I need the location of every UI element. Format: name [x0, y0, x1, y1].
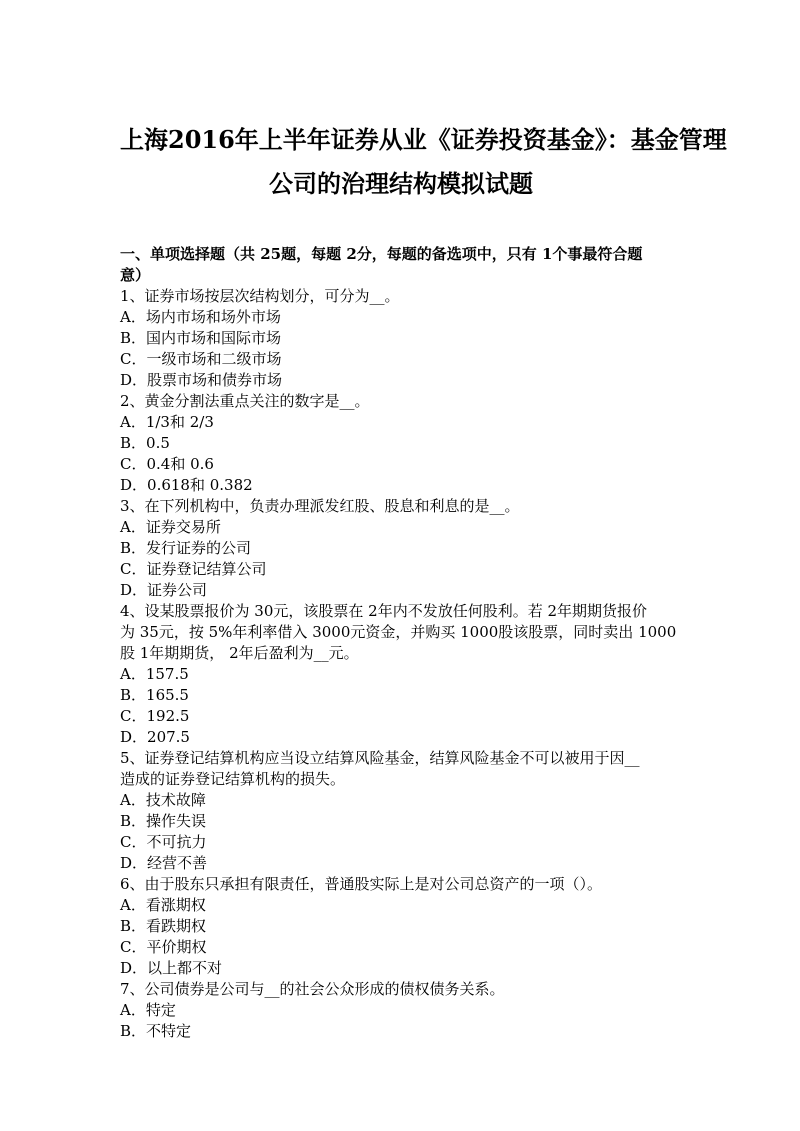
question-stem-line: 股 1年期期货， 2年后盈利为__元。	[120, 644, 359, 662]
question-block	[120, 496, 682, 601]
question-stem-line: 2、黄金分割法重点关注的数字是__。	[120, 392, 370, 410]
answer-option: B．发行证券的公司	[120, 539, 252, 557]
answer-option: B．看跌期权	[120, 917, 207, 935]
title-line-2: 公司的治理结构模拟试题	[269, 169, 533, 198]
question-stem-line: 6、由于股东只承担有限责任，普通股实际上是对公司总资产的一项（）。	[120, 875, 603, 893]
question-stem	[120, 496, 682, 517]
answer-option: A．157.5	[120, 665, 189, 683]
answer-option: A．看涨期权	[120, 896, 206, 914]
answer-option: B．国内市场和国际市场	[120, 329, 282, 347]
section-heading-line-1: 一、单项选择题（共 25题，每题 2分，每题的备选项中，只有 1个事最符合题	[120, 245, 643, 263]
question-stem	[120, 601, 682, 664]
answer-option: B．不特定	[120, 1022, 192, 1040]
answer-option: A．场内市场和场外市场	[120, 308, 281, 326]
question-stem-line: 7、公司债券是公司与__的社会公众形成的债权债务关系。	[120, 980, 505, 998]
title-line-1: 上海2016年上半年证券从业《证券投资基金》：基金管理	[120, 125, 727, 154]
answer-option: C．不可抗力	[120, 833, 207, 851]
answer-option: D．0.618和 0.382	[120, 476, 253, 494]
question-block	[120, 391, 682, 496]
question-stem	[120, 391, 682, 412]
section-heading	[120, 244, 682, 286]
answer-option: D．证券公司	[120, 581, 208, 599]
answer-option: B．165.5	[120, 686, 189, 704]
question-block	[120, 286, 682, 391]
answer-option: A．特定	[120, 1001, 176, 1019]
answer-option: A．证券交易所	[120, 518, 221, 536]
answer-option: D．207.5	[120, 728, 190, 746]
answer-option: B．操作失误	[120, 812, 207, 830]
question-list	[120, 286, 682, 1042]
question-block	[120, 979, 682, 1042]
answer-option: C．平价期权	[120, 938, 207, 956]
question-stem-line: 4、设某股票报价为 30元，该股票在 2年内不发放任何股利。若 2年期期货报价	[120, 602, 648, 620]
question-stem	[120, 286, 682, 307]
answer-option: D．以上都不对	[120, 959, 223, 977]
answer-option: C．证券登记结算公司	[120, 560, 267, 578]
question-block	[120, 874, 682, 979]
question-stem	[120, 748, 682, 790]
question-stem-line: 1、证券市场按层次结构划分，可分为__。	[120, 287, 400, 305]
question-stem-line: 造成的证券登记结算机构的损失。	[120, 770, 346, 788]
answer-option: D．经营不善	[120, 854, 208, 872]
answer-option: C．一级市场和二级市场	[120, 350, 282, 368]
answer-option: D．股票市场和债券市场	[120, 371, 283, 389]
question-stem	[120, 979, 682, 1000]
section-heading-line-2: 意）	[120, 266, 151, 284]
question-stem-line: 5、证券登记结算机构应当设立结算风险基金，结算风险基金不可以被用于因__	[120, 749, 640, 767]
document-title	[120, 118, 727, 206]
answer-option: A．1/3和 2/3	[120, 413, 214, 431]
answer-option: B．0.5	[120, 434, 170, 452]
question-block	[120, 601, 682, 748]
answer-option: A．技术故障	[120, 791, 206, 809]
question-stem	[120, 874, 682, 895]
question-stem-line: 3、在下列机构中，负责办理派发红股、股息和利息的是__。	[120, 497, 520, 515]
answer-option: C．192.5	[120, 707, 190, 725]
answer-option: C．0.4和 0.6	[120, 455, 214, 473]
question-block	[120, 748, 682, 874]
question-stem-line: 为 35元，按 5%年利率借入 3000元资金，并购买 1000股该股票，同时卖出 1000	[120, 623, 677, 641]
